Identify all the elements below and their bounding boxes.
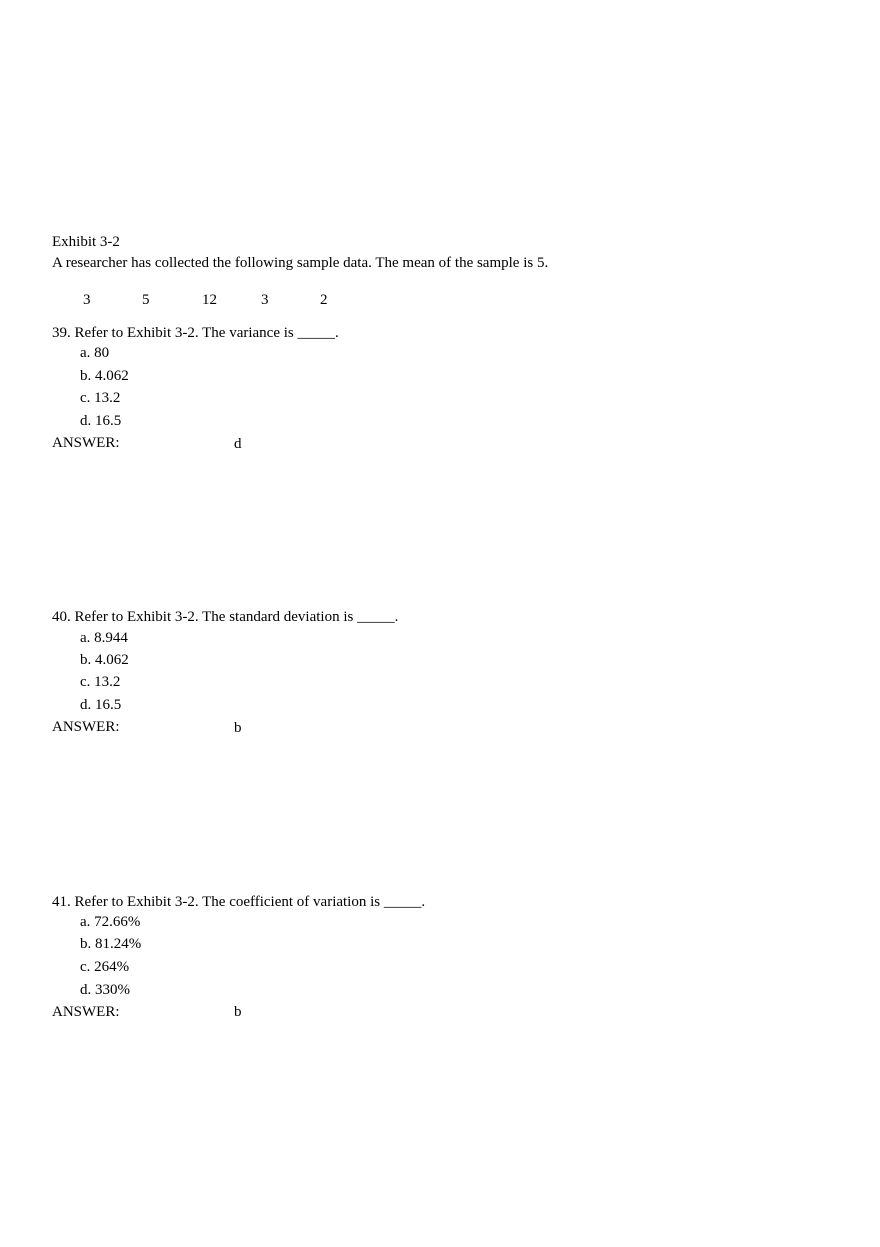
answer-value: b xyxy=(234,1004,242,1020)
answer-option: b. 4.062 xyxy=(80,368,129,384)
answer-option: a. 8.944 xyxy=(80,630,128,646)
exhibit-data-value: 12 xyxy=(202,292,217,308)
answer-label: ANSWER: xyxy=(52,1004,120,1020)
answer-option: c. 13.2 xyxy=(80,390,121,406)
answer-option: b. 81.24% xyxy=(80,936,142,952)
answer-option: a. 80 xyxy=(80,345,110,361)
exhibit-data-value: 2 xyxy=(320,292,328,308)
question-stem: 40. Refer to Exhibit 3-2. The standard deviation is _____. xyxy=(52,609,399,625)
answer-option: c. 13.2 xyxy=(80,674,121,690)
exhibit-description: A researcher has collected the following sample data. The mean of the sample is 5. xyxy=(52,255,549,271)
exhibit-data-value: 5 xyxy=(142,292,150,308)
question-stem: 41. Refer to Exhibit 3-2. The coefficient of variation is _____. xyxy=(52,894,426,910)
answer-label: ANSWER: xyxy=(52,719,120,735)
answer-option: d. 330% xyxy=(80,982,130,998)
answer-option: b. 4.062 xyxy=(80,652,129,668)
answer-option: c. 264% xyxy=(80,959,130,975)
answer-option: d. 16.5 xyxy=(80,413,122,429)
answer-label: ANSWER: xyxy=(52,435,120,451)
answer-option: d. 16.5 xyxy=(80,697,122,713)
question-stem: 39. Refer to Exhibit 3-2. The variance is _____. xyxy=(52,325,339,341)
exhibit-data-value: 3 xyxy=(261,292,269,308)
answer-value: d xyxy=(234,436,242,452)
answer-value: b xyxy=(234,720,242,736)
answer-option: a. 72.66% xyxy=(80,914,141,930)
exhibit-data-value: 3 xyxy=(83,292,91,308)
exhibit-title: Exhibit 3-2 xyxy=(52,234,120,250)
